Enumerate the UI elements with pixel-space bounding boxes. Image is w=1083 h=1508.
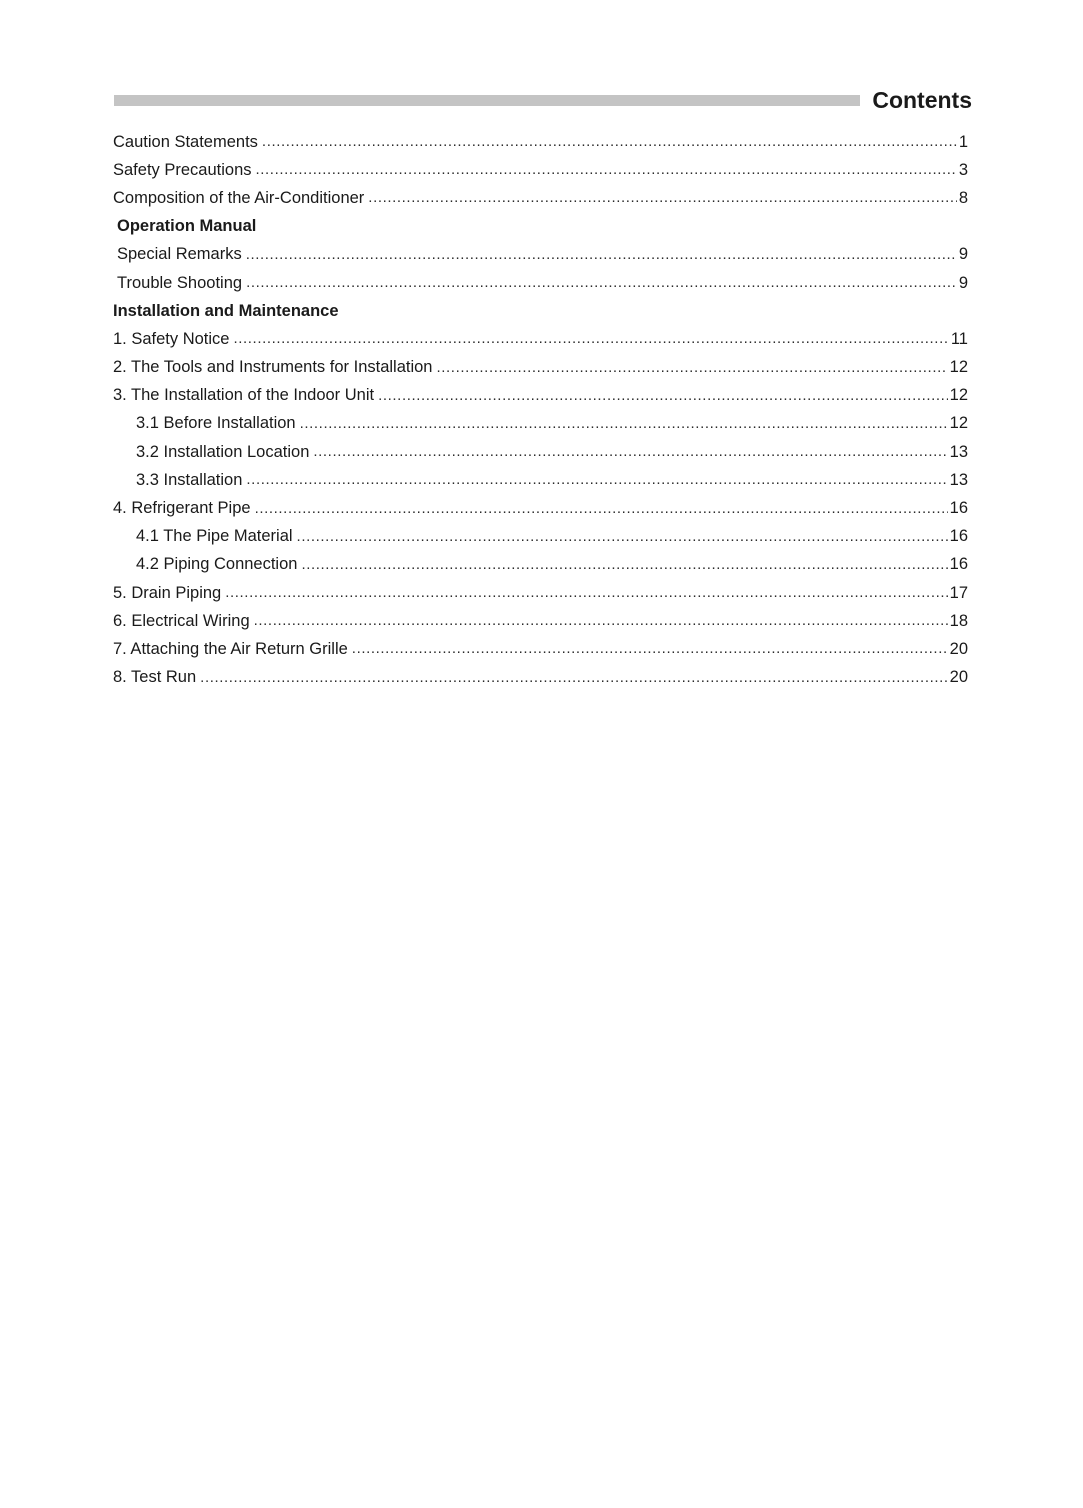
dot-leader (254, 611, 948, 631)
toc-entry-trouble-shooting[interactable] (113, 269, 968, 297)
toc-page-number: 9 (958, 273, 968, 292)
toc-page-number: 16 (949, 499, 968, 518)
toc-entry-label: Special Remarks (117, 245, 242, 264)
dot-leader (301, 555, 947, 575)
dot-leader (246, 273, 957, 293)
toc-entry-label: Safety Precautions (113, 160, 252, 179)
toc-entry-label: 3.3 Installation (136, 470, 243, 489)
toc-entry-special-remarks[interactable] (113, 241, 968, 269)
dot-leader (300, 414, 948, 434)
toc-page-number: 11 (950, 329, 968, 348)
toc-page-number: 12 (949, 414, 968, 433)
toc-page-number: 1 (958, 132, 968, 151)
toc-entry-label: 1. Safety Notice (113, 329, 230, 348)
toc-entry-caution-statements[interactable] (113, 128, 968, 156)
toc-entry-label: 5. Drain Piping (113, 583, 222, 602)
toc-entry-air-return-grille[interactable] (113, 635, 968, 663)
toc-entry-label: 6. Electrical Wiring (113, 611, 250, 630)
toc-entry-safety-precautions[interactable] (113, 156, 968, 184)
toc-page-number: 20 (949, 668, 968, 687)
dot-leader (200, 668, 947, 688)
toc-entry-composition[interactable] (113, 184, 968, 212)
toc-page-number: 8 (958, 188, 968, 207)
dot-leader (352, 639, 948, 659)
dot-leader (246, 470, 947, 490)
toc-entry-safety-notice[interactable] (113, 325, 968, 353)
toc-entry-label: 3.1 Before Installation (136, 414, 296, 433)
toc-entry-label: 4.1 The Pipe Material (136, 527, 293, 546)
toc-entry-label: Composition of the Air-Conditioner (113, 188, 365, 207)
toc-entry-electrical-wiring[interactable] (113, 607, 968, 635)
toc-entry-before-installation[interactable] (113, 410, 968, 438)
toc-page-number: 17 (949, 583, 968, 602)
page-title: Contents (872, 87, 972, 113)
toc-entry-refrigerant-pipe[interactable] (113, 494, 968, 522)
toc-entry-label: 8. Test Run (113, 668, 197, 687)
dot-leader (368, 188, 957, 208)
toc-section-operation-manual (113, 213, 968, 241)
toc-entry-label: 2. The Tools and Instruments for Installation (113, 358, 433, 377)
toc-entry-label: Trouble Shooting (117, 273, 243, 292)
contents-header (114, 84, 972, 116)
toc-entry-piping-connection[interactable] (113, 551, 968, 579)
toc-page-number: 12 (949, 358, 968, 377)
toc-section-heading: Installation and Maintenance (113, 301, 339, 320)
dot-leader (255, 499, 948, 519)
dot-leader (246, 245, 957, 265)
toc-entry-installation[interactable] (113, 466, 968, 494)
toc-page-number: 12 (949, 386, 968, 405)
toc-entry-label: 3. The Installation of the Indoor Unit (113, 386, 375, 405)
dot-leader (262, 132, 957, 152)
toc-page-number: 9 (958, 245, 968, 264)
table-of-contents (113, 128, 968, 692)
toc-entry-drain-piping[interactable] (113, 579, 968, 607)
toc-entry-installation-location[interactable] (113, 438, 968, 466)
toc-entry-label: 4.2 Piping Connection (136, 555, 298, 574)
toc-entry-label: 7. Attaching the Air Return Grille (113, 639, 348, 658)
dot-leader (437, 358, 948, 378)
toc-page-number: 18 (949, 611, 968, 630)
dot-leader (297, 527, 948, 547)
toc-entry-test-run[interactable] (113, 664, 968, 692)
toc-entry-tools-instruments[interactable] (113, 354, 968, 382)
toc-entry-label: Caution Statements (113, 132, 258, 151)
toc-section-heading: Operation Manual (117, 217, 257, 236)
dot-leader (225, 583, 947, 603)
toc-entry-pipe-material[interactable] (113, 523, 968, 551)
dot-leader (378, 386, 948, 406)
toc-entry-label: 4. Refrigerant Pipe (113, 499, 251, 518)
toc-section-installation-maintenance (113, 297, 968, 325)
toc-page-number: 16 (949, 555, 968, 574)
toc-page-number: 13 (949, 442, 968, 461)
toc-page-number: 16 (949, 527, 968, 546)
dot-leader (233, 329, 948, 349)
toc-page-number: 3 (958, 160, 968, 179)
toc-page-number: 13 (949, 470, 968, 489)
dot-leader (256, 160, 957, 180)
toc-entry-label: 3.2 Installation Location (136, 442, 310, 461)
dot-leader (313, 442, 947, 462)
header-rule-bar (114, 95, 860, 106)
toc-entry-indoor-unit-installation[interactable] (113, 382, 968, 410)
toc-page-number: 20 (949, 639, 968, 658)
